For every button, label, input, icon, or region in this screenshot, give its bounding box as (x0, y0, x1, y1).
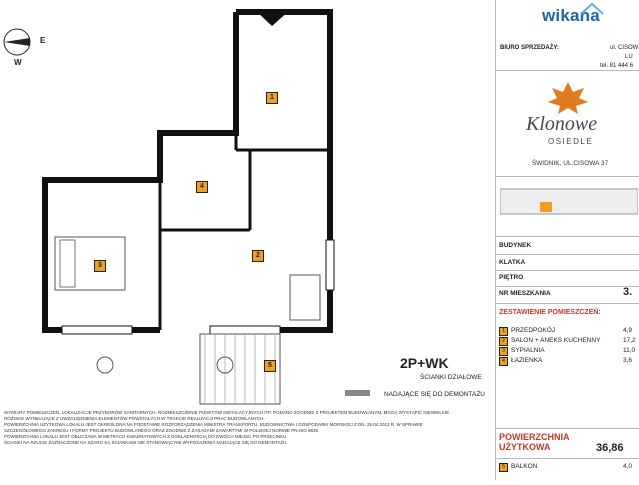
building-location-map (500, 184, 638, 224)
note-line: SZCZEGÓŁOWEGO ZAKRESU I FORMY PROJEKTU BUDOWLANEGO ORAZ ZGODNIE Z ZASADAMI ZAWARTYMI W POLSKIEJ NORMIE PN-ISO 9836. (4, 428, 320, 433)
room-row: 3 SYPIALNIA 11,0 (499, 347, 545, 356)
apartment-type: 2P+WK (400, 355, 449, 371)
legend-partition: ŚCIANKI DZIAŁOWE (420, 374, 482, 381)
note-line: WYMIARY POMIESZCZEŃ, LOKALIZACJE PRZYBORÓW SANITARNYCH, ROZMIESZCZENIE PUNKTÓW INSTALACYJNYCH ITP. PODANO ZGODNIE Z PROJEKTEM BUDOWLANYM. MOGĄ WYSTĄPIĆ NIEWIELKIE (4, 410, 450, 415)
sales-street: ul. CISOW (610, 45, 639, 51)
note-line: RÓŻNICE WYNIKAJĄCE Z UWZGLĘDNIENIA ELEMENTÓW POWSTAŁYCH W TRAKCIE REALIZACJI PRAC BUDOWLANYCH. (4, 416, 265, 421)
room-row: 1 PRZEDPOKÓJ 4,9 (499, 327, 555, 336)
estate-address: ŚWIDNIK, UL.CISOWA 37 (531, 160, 609, 167)
room-label-1: 1 (266, 92, 278, 104)
roof-logo-icon (579, 2, 605, 16)
balcony-row: 5 BALKON 4,0 (499, 463, 537, 472)
usable-area-label: POWIERZCHNIA UŻYTKOWA (499, 432, 570, 452)
note-line: ŚCIANKI NA RZUCIE ZAZNACZONE NA SZARO SĄ ŚCIANKAMI NIE STANOWIĄCYMI WYPOSAŻENIA NADAJĄCE SIĘ DO DEMONTAŻU. (4, 440, 288, 445)
sales-label: BIURO SPRZEDAŻY: (500, 45, 559, 51)
notes (4, 410, 484, 446)
note-line: POWIERZCHNIA LOKALU JEST OBLICZANA W METRACH KWADRATOWYCH Z DOKŁADNOŚCIĄ DO DWÓCH MIEJSC PO PRZECINKU. (4, 434, 288, 439)
rooms-title: ZESTAWIENIE POMIESZCZEŃ: (499, 309, 601, 316)
brand-logo: wikana (542, 6, 600, 25)
compass-east-label: E (40, 36, 46, 45)
room-label-2: 2 (252, 250, 264, 262)
room-row: 4 ŁAZIENKA 3,6 (499, 357, 542, 366)
usable-area-value: 36,86 (596, 442, 624, 454)
compass-icon (4, 29, 30, 55)
compass-west-label: W (14, 58, 22, 67)
estate-name: Klonowe (526, 113, 598, 135)
room-label-3: 3 (94, 260, 106, 272)
sales-city: LU (625, 54, 633, 60)
room-row: 2 SALON + ANEKS KUCHENNY 17,2 (499, 337, 600, 346)
maple-leaf-icon (546, 80, 590, 116)
note-line: POWIERZCHNIA UŻYTKOWA LOKALU JEST OKREŚLONA NA PODSTAWIE ROZPORZĄDZENIA MINISTRA TRANSPORTU, BUDOWNICTWA I GOSPODARKI MORSKIEJ Z DN. 25.04.2012 R. W SPRAWIE (4, 422, 423, 427)
room-label-5: 5 (264, 360, 276, 372)
info-panel: wikana BIURO SPRZEDAŻY: ul. CISOW LU tel. 81 444 6 Klonowe OSIEDLE ŚWIDNIK, UL.CISOWA 37 BUDYNEK KLATKA PIĘTRO NR MIESZKANIA 3. ZESTAWIENIE POMIESZCZEŃ: 1 PRZEDPOKÓJ 4,9 2 SALON + ANEKS KUCHENNY 17,2 3 SYPIALNIA 11,0 4 ŁAZIENKA 3,6 POWIERZCHNIA UŻYTKOWA 36,86 5 BALKON 4,0 (495, 0, 639, 480)
room-label-4: 4 (196, 181, 208, 193)
estate-subtitle: OSIEDLE (548, 137, 594, 146)
sales-phone: tel. 81 444 6 (600, 63, 634, 69)
legend-demolishable: NADAJĄCE SIĘ DO DEMONTAŻU (383, 391, 485, 398)
